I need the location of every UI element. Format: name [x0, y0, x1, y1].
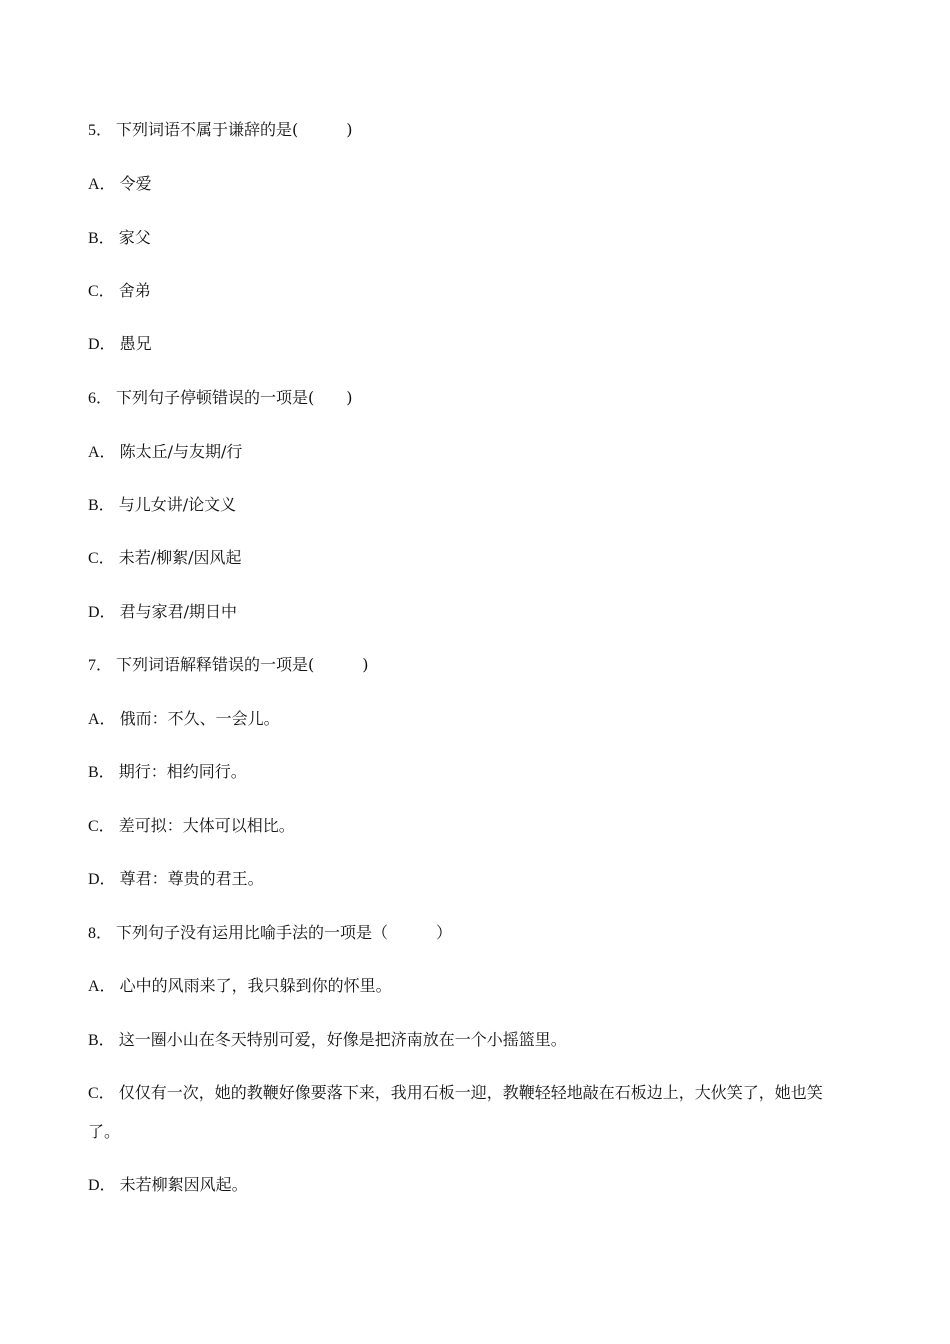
option-letter: A． — [88, 176, 116, 193]
option-text: 心中的风雨来了，我只躲到你的怀里。 — [119, 976, 392, 995]
option-text: 这一圈小山在冬天特别可爱，好像是把济南放在一个小摇篮里。 — [118, 1030, 567, 1049]
question-7-option-b — [88, 761, 858, 784]
option-letter: D． — [88, 336, 116, 353]
option-text: 未若/柳絮/因风起 — [118, 548, 242, 567]
question-5-option-c — [88, 280, 858, 303]
question-5-option-d — [88, 333, 858, 356]
question-text: 下列词语不属于谦辞的是( ) — [116, 120, 353, 139]
question-7-stem — [88, 654, 858, 677]
question-number: 7． — [88, 657, 113, 674]
question-8-option-d — [88, 1174, 858, 1197]
question-7-option-a — [88, 708, 858, 731]
option-letter: B． — [88, 764, 115, 781]
question-6-stem — [88, 387, 858, 410]
question-6-option-a — [88, 441, 858, 464]
option-letter: B． — [88, 1032, 115, 1049]
option-text: 君与家君/期日中 — [119, 602, 237, 621]
option-text: 俄而：不久、一会儿。 — [119, 709, 280, 728]
question-5-option-a — [88, 173, 858, 196]
option-text: 令爱 — [119, 174, 152, 193]
question-8-stem — [88, 922, 858, 945]
option-letter: C． — [88, 283, 115, 300]
question-number: 6． — [88, 390, 113, 407]
question-5-stem — [88, 119, 858, 142]
option-letter: A． — [88, 978, 116, 995]
option-text: 舍弟 — [118, 281, 151, 300]
question-number: 8． — [88, 925, 113, 942]
option-letter: D． — [88, 604, 116, 621]
question-6-option-b — [88, 494, 858, 517]
option-letter: C． — [88, 550, 115, 567]
question-8-option-b — [88, 1029, 858, 1052]
question-8-option-c — [88, 1074, 854, 1151]
option-letter: A． — [88, 711, 116, 728]
question-8-option-a — [88, 975, 858, 998]
option-text: 仅仅有一次，她的教鞭好像要落下来，我用石板一迎，教鞭轻轻地敲在石板边上，大伙笑了，她也笑了。 — [88, 1083, 823, 1141]
option-letter: A． — [88, 444, 116, 461]
option-text: 陈太丘/与友期/行 — [119, 442, 243, 461]
option-letter: C． — [88, 818, 115, 835]
question-number: 5． — [88, 122, 113, 139]
option-text: 家父 — [118, 228, 151, 247]
option-letter: B． — [88, 497, 115, 514]
question-text: 下列句子停顿错误的一项是( ) — [116, 388, 353, 407]
question-7-option-d — [88, 868, 858, 891]
question-7-option-c — [88, 815, 858, 838]
option-letter: D． — [88, 1177, 116, 1194]
option-text: 愚兄 — [119, 334, 152, 353]
option-letter: B． — [88, 230, 115, 247]
question-6-option-d — [88, 601, 858, 624]
option-letter: D． — [88, 871, 116, 888]
question-text: 下列词语解释错误的一项是( ) — [116, 655, 369, 674]
option-text: 未若柳絮因风起。 — [119, 1175, 248, 1194]
option-text: 与儿女讲/论文义 — [118, 495, 237, 514]
option-text: 期行：相约同行。 — [118, 762, 247, 781]
option-text: 尊君：尊贵的君王。 — [119, 869, 264, 888]
option-letter: C． — [88, 1085, 115, 1102]
question-5-option-b — [88, 227, 858, 250]
question-text: 下列句子没有运用比喻手法的一项是（ ） — [116, 923, 453, 942]
option-text: 差可拟：大体可以相比。 — [118, 816, 295, 835]
question-6-option-c — [88, 547, 858, 570]
